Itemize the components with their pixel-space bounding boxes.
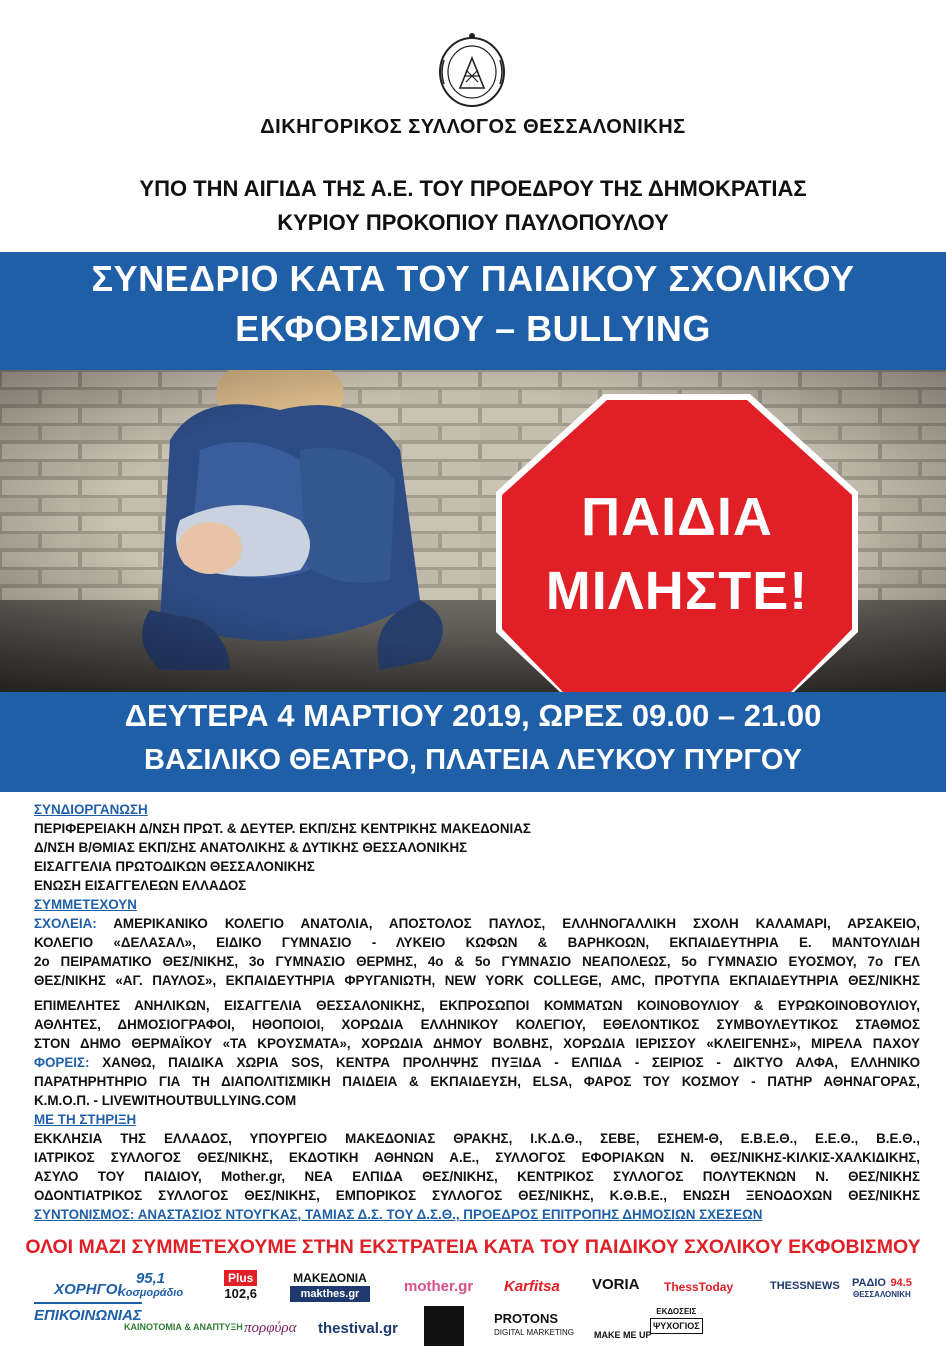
participants-other-line: ΑΘΛΗΤΕΣ, ΔΗΜΟΣΙΟΓΡΑΦΟΙ, ΗΘΟΠΟΙΟΙ, ΧΟΡΩΔΙΑ ΕΛΛΗΝΙΚΟΥ ΚΟΛΕΓΙΟΥ, ΕΘΕΛΟΝΤΙΚΟΣ ΣΥΜΒΟΥΛΕΥΤΙΚΟΣ ΣΤΑΘΜΟΣ xyxy=(34,1017,920,1032)
hero-photo xyxy=(0,370,946,692)
schools-line: ΚΟΛΕΓΙΟ «ΔΕΛΑΣΑΛ», ΕΙΔΙΚΟ ΓΥΜΝΑΣΙΟ - ΛΥΚΕΙΟ ΚΩΦΩΝ & ΒΑΡΗΚΟΩΝ, ΕΚΠΑΙΔΕΥΤΗΡΙΑ Ε. ΜΑΝΤΟΥΛΙΔΗ xyxy=(34,935,920,950)
bodies-text: ΧΑΝΘΩ, ΠΑΙΔΙΚΑ ΧΩΡΙΑ SOS, ΚΕΝΤΡΑ ΠΡΟΛΗΨΗΣ ΠΥΞΙΔΑ - ΕΛΠΙΔΑ - ΣΕΙΡΙΟΣ - ΔΙΚΤΥΟ ΑΛΦΑ, ΕΛΛΗΝΙΚΟ xyxy=(89,1055,920,1070)
event-venue: ΒΑΣΙΛΙΚΟ ΘΕΑΤΡΟ, ΠΛΑΤΕΙΑ ΛΕΥΚΟΥ ΠΥΡΓΟΥ xyxy=(144,744,802,776)
porfyra-logo: πορφύρα xyxy=(244,1320,297,1336)
schools-line: 2ο ΠΕΙΡΑΜΑΤΙΚΟ ΘΕΣ/ΝΙΚΗΣ, 3ο ΓΥΜΝΑΣΙΟ ΘΕΡΜΗΣ, 4ο & 5ο ΓΥΜΝΑΣΙΟ ΝΕΑΠΟΛΕΩΣ, 5ο ΓΥΜΝΑΣΙΟ ΕΥΟΣΜΟΥ, 7ο ΓΕΛ xyxy=(34,954,920,969)
co-organization-item: ΕΝΩΣΗ ΕΙΣΑΓΓΕΛΕΩΝ ΕΛΛΑΔΟΣ xyxy=(34,878,247,893)
support-line: ΟΔΟΝΤΙΑΤΡΙΚΟΣ ΣΥΛΛΟΓΟΣ ΘΕΣ/ΝΙΚΗΣ, ΕΜΠΟΡΙΚΟΣ ΣΥΛΛΟΓΟΣ ΘΕΣ/ΝΙΚΗΣ, Κ.Θ.Β.Ε., ΕΝΩΣΗ ΞΕΝΟΔΟΧΩΝ ΘΕΣ/ΝΙΚΗΣ xyxy=(34,1188,920,1203)
radio-frequency: 94.5 xyxy=(890,1277,912,1289)
plus-radio-frequency: 102,6 xyxy=(224,1286,257,1301)
title-line-2: ΕΚΦΟΒΙΣΜΟΥ – BULLYING xyxy=(235,308,711,349)
kosmoradio-name: Κοσμοράδιο xyxy=(118,1287,184,1299)
aegis-line-2: ΚΥΡΙΟΥ ΠΡΟΚΟΠΙΟΥ ΠΑΥΛΟΠΟΥΛΟΥ xyxy=(277,210,669,235)
title-line-1: ΣΥΝΕΔΡΙΟ ΚΑΤΑ ΤΟΥ ΠΑΙΔΙΚΟΥ ΣΧΟΛΙΚΟΥ xyxy=(91,258,855,299)
co-organization-heading: ΣΥΝΔΙΟΡΓΑΝΩΣΗ xyxy=(34,802,148,817)
bodies-line xyxy=(34,1053,920,1072)
protons-logo xyxy=(494,1312,574,1340)
radio-city: ΘΕΣΣΑΛΟΝΙΚΗ xyxy=(853,1290,911,1299)
karfitsa-logo: Karfitsa xyxy=(504,1278,560,1295)
makedonia-name: ΜΑΚΕΔΟΝΙΑ xyxy=(293,1271,367,1285)
bar-association-seal-logo xyxy=(436,30,508,110)
schools-label: ΣΧΟΛΕΙΑ: xyxy=(34,916,97,931)
dark-square-logo xyxy=(424,1306,464,1346)
psychogios-name: ΨΥΧΟΓΙΟΣ xyxy=(650,1318,703,1334)
stop-sign-line-1: ΠΑΙΔΙΑ xyxy=(581,487,773,547)
protons-name: PROTONS xyxy=(494,1311,559,1326)
organization-name: ΔΙΚΗΓΟΡΙΚΟΣ ΣΥΛΛΟΓΟΣ ΘΕΣΣΑΛΟΝΙΚΗΣ xyxy=(260,116,686,138)
thesstoday-logo: ThessToday xyxy=(664,1280,734,1294)
co-organization-item: ΠΕΡΙΦΕΡΕΙΑΚΗ Δ/ΝΣΗ ΠΡΩΤ. & ΔΕΥΤΕΡ. ΕΚΠ/ΣΗΣ ΚΕΝΤΡΙΚΗΣ ΜΑΚΕΔΟΝΙΑΣ xyxy=(34,821,531,836)
psychogios-publisher: ΕΚΔΟΣΕΙΣ xyxy=(656,1307,697,1316)
support-line: ΕΚΚΛΗΣΙΑ ΤΗΣ ΕΛΛΑΔΟΣ, ΥΠΟΥΡΓΕΙΟ ΜΑΚΕΔΟΝΙΑΣ ΘΡΑΚΗΣ, Ι.Κ.Δ.Θ., ΣΕΒΕ, ΕΣΗΕΜ-Θ, Ε.Β.Ε.Θ., Ε.Ε.Θ., Β.Ε.Θ., xyxy=(34,1131,920,1146)
participants-other-line: ΣΤΟΝ ΔΗΜΟ ΘΕΡΜΑΪΚΟΥ «ΤΑ ΚΡΟΥΣΜΑΤΑ», ΧΟΡΩΔΙΑ ΔΗΜΟΥ ΒΟΛΒΗΣ, ΧΟΡΩΔΙΑ ΙΕΡΙΣΣΟΥ «ΚΛΕΙΓΕΝΗΣ», ΜΙΡΕΛΑ ΠΑΧΟΥ xyxy=(34,1036,920,1051)
plus-radio-name: Plus xyxy=(224,1270,257,1286)
protons-subtitle: DIGITAL MARKETING xyxy=(494,1328,575,1337)
voria-logo: VORIA xyxy=(592,1276,640,1293)
radio-name: ΡΑΔΙΟ xyxy=(852,1277,886,1289)
mother-gr-logo: mother.gr xyxy=(404,1278,474,1295)
thestival-logo: thestival.gr xyxy=(318,1320,399,1337)
event-date: ΔΕΥΤΕΡΑ 4 ΜΑΡΤΙΟΥ 2019, ΩΡΕΣ 09.00 – 21.00 xyxy=(124,698,822,733)
aegis-line-1: ΥΠΟ ΤΗΝ ΑΙΓΙΔΑ ΤΗΣ Α.Ε. ΤΟΥ ΠΡΟΕΔΡΟΥ ΤΗΣ ΔΗΜΟΚΡΑΤΙΑΣ xyxy=(139,176,807,201)
co-organization-item: ΕΙΣΑΓΓΕΛΙΑ ΠΡΩΤΟΔΙΚΩΝ ΘΕΣΣΑΛΟΝΙΚΗΣ xyxy=(34,859,315,874)
schools-line xyxy=(34,914,920,933)
support-line: ΑΣΥΛΟ ΤΟΥ ΠΑΙΔΙΟΥ, Mother.gr, ΝΕΑ ΕΛΠΙΔΑ ΘΕΣ/ΝΙΚΗΣ, ΚΕΝΤΡΙΚΟΣ ΣΥΛΛΟΓΟΣ ΠΟΛΥΤΕΚΝΩΝ Ν. ΘΕΣ/ΝΙΚΗΣ xyxy=(34,1169,920,1184)
makemeup-logo: MAKE ME UP xyxy=(594,1330,652,1340)
participants-heading: ΣΥΜΜΕΤΕΧΟΥΝ xyxy=(34,897,137,912)
kosmoradio-frequency: 95,1 xyxy=(135,1270,166,1287)
kainotomia-logo: ΚΑΙΝΟΤΟΜΙΑ & ΑΝΑΠΤΥΞΗ xyxy=(124,1322,243,1332)
radio-thessaloniki-logo xyxy=(852,1276,912,1300)
campaign-slogan: ΟΛΟΙ ΜΑΖΙ ΣΥΜΜΕΤΕΧΟΥΜΕ ΣΤΗΝ ΕΚΣΤΡΑΤΕΙΑ ΚΑΤΑ ΤΟΥ ΠΑΙΔΙΚΟΥ ΣΧΟΛΙΚΟΥ ΕΚΦΟΒΙΣΜΟΥ xyxy=(25,1236,921,1258)
thessnews-logo: THESSNEWS xyxy=(770,1280,840,1292)
bodies-label: ΦΟΡΕΙΣ: xyxy=(34,1055,90,1070)
media-sponsors-strip xyxy=(0,1268,946,1359)
bodies-line: ΠΑΡΑΤΗΡΗΤΗΡΙΟ ΓΙΑ ΤΗ ΔΙΑΠΟΛΙΤΙΣΜΙΚΗ ΠΑΙΔΕΙΑ & ΕΚΠΑΙΔΕΥΣΗ, ELSA, ΦΑΡΟΣ ΤΟΥ ΚΟΣΜΟΥ - ΠΑΤΗΡ ΑΘΗΝΑΓΟΡΑΣ, xyxy=(34,1074,920,1089)
psychogios-logo xyxy=(650,1306,703,1334)
schools-line: ΘΕΣ/ΝΙΚΗΣ «ΑΓ. ΠΑΥΛΟΣ», ΕΚΠΑΙΔΕΥΤΗΡΙΑ ΦΡΥΓΑΝΙΩΤΗ, NEW YORK COLLEGE, AMC, ΠΡΟΤΥΠΑ ΕΚΠΑΙΔΕΥΤΗΡΙΑ ΘΕΣ/ΝΙΚΗΣ xyxy=(34,973,920,988)
participants-other-line: ΕΠΙΜΕΛΗΤΕΣ ΑΝΗΛΙΚΩΝ, ΕΙΣΑΓΓΕΛΙΑ ΘΕΣΣΑΛΟΝΙΚΗΣ, ΕΚΠΡΟΣΩΠΟΙ ΚΟΜΜΑΤΩΝ ΚΟΙΝΟΒΟΥΛΙΟΥ & ΕΥΡΩΚΟΙΝΟΒΟΥΛΙΟΥ, xyxy=(34,998,920,1013)
coordination-line: ΣΥΝΤΟΝΙΣΜΟΣ: ΑΝΑΣΤΑΣΙΟΣ ΝΤΟΥΓΚΑΣ, ΤΑΜΙΑΣ Δ.Σ. ΤΟΥ Δ.Σ.Θ., ΠΡΟΕΔΡΟΣ ΕΠΙΤΡΟΠΗΣ ΔΗΜΟΣΙΩΝ ΣΧΕΣΕΩΝ xyxy=(34,1207,763,1222)
event-banner xyxy=(0,692,946,792)
title-banner xyxy=(0,252,946,370)
support-line: ΙΑΤΡΙΚΟΣ ΣΥΛΛΟΓΟΣ ΘΕΣ/ΝΙΚΗΣ, ΕΚΔΟΤΙΚΗ ΑΘΗΝΩΝ Α.Ε., ΣΥΛΛΟΓΟΣ ΕΦΟΡΙΑΚΩΝ Ν. ΘΕΣ/ΝΙΚΗΣ-ΚΙΛΚΙΣ-ΧΑΛΚΙΔΙΚΗΣ, xyxy=(34,1150,920,1165)
details-section xyxy=(34,800,920,1224)
makthes-name: makthes.gr xyxy=(290,1286,370,1302)
stop-sign-line-2: ΜΙΛΗΣΤΕ! xyxy=(545,561,809,621)
plus-radio-logo xyxy=(224,1270,257,1302)
schools-text: ΑΜΕΡΙΚΑΝΙΚΟ ΚΟΛΕΓΙΟ ΑΝΑΤΟΛΙΑ, ΑΠΟΣΤΟΛΟΣ ΠΑΥΛΟΣ, ΕΛΛΗΝΟΓΑΛΛΙΚΗ ΣΧΟΛΗ ΚΑΛΑΜΑΡΙ, ΑΡΣΑΚΕΙΟ, xyxy=(96,916,920,931)
sponsors-label-line-2: ΕΠΙΚΟΙΝΩΝΙΑΣ xyxy=(34,1307,142,1324)
bodies-line: Κ.Μ.Ο.Π. - LIVEWITHOUTBULLYING.COM xyxy=(34,1093,297,1108)
stop-sign-text xyxy=(494,480,860,628)
support-heading: ΜΕ ΤΗ ΣΤΗΡΙΞΗ xyxy=(34,1112,137,1127)
sponsors-label-line-1: ΧΟΡΗΓΟΙ xyxy=(34,1278,142,1304)
makedonia-logo xyxy=(290,1270,370,1302)
kosmoradio-logo xyxy=(118,1272,183,1300)
co-organization-item: Δ/ΝΣΗ Β/ΘΜΙΑΣ ΕΚΠ/ΣΗΣ ΑΝΑΤΟΛΙΚΗΣ & ΔΥΤΙΚΗΣ ΘΕΣΣΑΛΟΝΙΚΗΣ xyxy=(34,840,468,855)
